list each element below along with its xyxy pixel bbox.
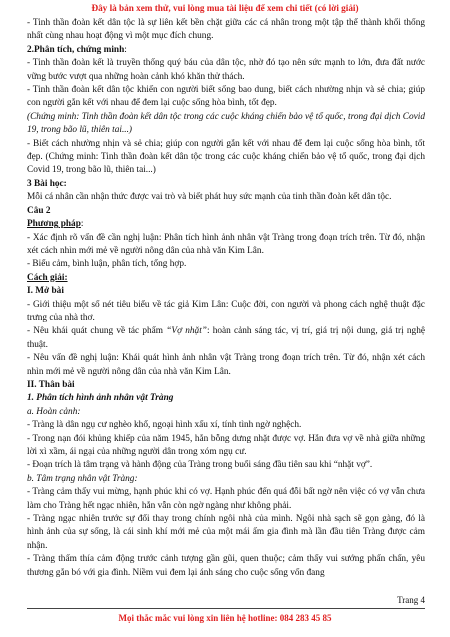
page-number: Trang 4 [397,595,425,605]
paragraph [27,325,425,352]
heading-colon: : [80,219,84,230]
paragraph: - Tinh thần đoàn kết dân tộc là sự liên kết bền chặt giữa các cá nhân trong một tập thể thành khối thống nhất cùng nhau hoạt động vì một mục đích chung. [27,18,425,42]
paragraph: - Tràng là dân ngụ cư nghèo khổ, ngoại hình xấu xí, tính tình ngờ nghệch. [27,420,302,431]
footer-divider [27,608,425,609]
preview-banner: Đây là bản xem thử, vui lòng mua tài liệu để xem chi tiết (có lời giải) [91,3,359,13]
solution-heading: Cách giải: [27,272,68,283]
paragraph: Mỗi cá nhân cần nhận thức được vai trò và biết phát huy sức mạnh của tinh thần đoàn kết dân tộc. [27,192,392,203]
paragraph: - Tràng cảm thấy vui mừng, hạnh phúc khi có vợ. Hạnh phúc đến quá đỗi bất ngờ nên việc có vợ vẫn chưa làm cho Tràng hết ngạc nhiên, hắn vẫn còn ngờ ngàng như không phải. [27,487,425,511]
paragraph: - Trong nạn đói khủng khiếp của năm 1945, hắn bỗng dưng nhặt được vợ. Hắn đưa vợ về nhà giữa những lời xì xầm, ái ngại của những người dân trong xóm ngụ cư. [27,433,425,457]
heading-colon: : [124,44,127,55]
section-heading-analysis [27,44,425,57]
document-body [27,17,425,580]
paragraph: - Giới thiệu một số nét tiêu biểu về tác giả Kim Lân: Cuộc đời, con người và phong cách nghệ thuật đặc trưng của nhà thơ. [27,299,425,323]
text-span: : hoàn cảnh sáng tác, vị trí, giá trị nội dung, giá trị nghệ thuật. [27,326,425,350]
paragraph: - Tinh thần đoàn kết dân tộc khiến con người biết sống bao dung, biết cách nhường nhịn và sẻ chia; giúp con người gắn kết với nhau để đem lại cuộc sống hòa bình, tốt đẹp. [27,85,425,109]
sub-subsection-heading: a. Hoàn cảnh: [27,406,81,417]
intro-heading: I. Mở bài [27,286,64,297]
section-heading-lesson: 3 Bài học: [27,178,67,189]
paragraph: - Tràng thấm thía cảm động trước cảnh tượng gần gũi, quen thuộc; cảm thấy vui sướng phấn chấn, yêu thương gắn bó với gia đình. Niềm vui đem lại ánh sáng cho cuộc sống vốn đang [27,554,425,578]
hotline-banner: Mọi thắc mắc vui lòng xin liên hệ hotline: 084 283 45 85 [118,613,332,623]
sub-subsection-heading: b. Tâm trạng nhân vật Tràng: [27,473,138,484]
paragraph: - Xác định rõ vấn đề cần nghị luận: Phân tích hình ảnh nhân vật Tràng trong đoạn trích trên. Từ đó, nhận xét cách nhìn mới mẻ về người nông dân của nhà văn Kim Lân. [27,232,425,256]
paragraph: - Tràng ngạc nhiên trước sự đổi thay trong chính ngôi nhà của mình. Ngôi nhà sạch sẽ gọn gàng, đó là hình ảnh của sự sống, là cái sinh khí mới mẻ của một mái ấm gia đình mà lần đầu tiên Tràng được cảm nhận. [27,514,425,551]
question-heading: Câu 2 [27,205,51,216]
heading-text: 2.Phân tích, chứng minh [27,44,125,55]
body-heading: II. Thân bài [27,379,75,390]
work-title: “Vợ nhặt” [166,326,207,337]
paragraph: - Biểu cảm, bình luận, phân tích, tổng hợp. [27,259,187,270]
paragraph: - Biết cách nhường nhịn và sẻ chia; giúp con người gắn kết với nhau để đem lại cuộc sống hòa bình, tốt đẹp. (Chứng minh: Tinh thần đoàn kết dân tộc trong các cuộc kháng chiến bảo vệ tổ quốc, trong đại dịch Covid 19, trong bão lũ, thiên tai...) [27,138,425,176]
paragraph: - Đoạn trích là tâm trạng và hành động của Tràng trong buổi sáng đầu tiên sau khi “nhặt vợ”. [27,460,373,471]
method-heading [27,218,425,231]
proof-paragraph: (Chứng minh: Tinh thần đoàn kết dân tộc trong các cuộc kháng chiến bảo vệ tổ quốc, trong đại dịch Covid 19, trong bão lũ, thiên tai...) [27,111,425,136]
text-span: - Nêu khái quát chung về tác phẩm [27,326,167,337]
paragraph: - Tinh thần đoàn kết là truyền thống quý báu của dân tộc, nhờ đó tạo nên sức mạnh to lớn, đưa đất nước vững bước vượt qua những hoàn cảnh khó khăn thử thách. [27,58,425,82]
heading-text: Phương pháp [27,219,81,230]
subsection-heading: 1. Phân tích hình ảnh nhân vật Tràng [27,393,174,404]
paragraph: - Nêu vấn đề nghị luận: Khái quát hình ảnh nhân vật Tràng trong đoạn trích trên. Từ đó, nhận xét cách nhìn mới mẻ về người nông dân của nhà văn Kim Lân. [27,353,425,377]
